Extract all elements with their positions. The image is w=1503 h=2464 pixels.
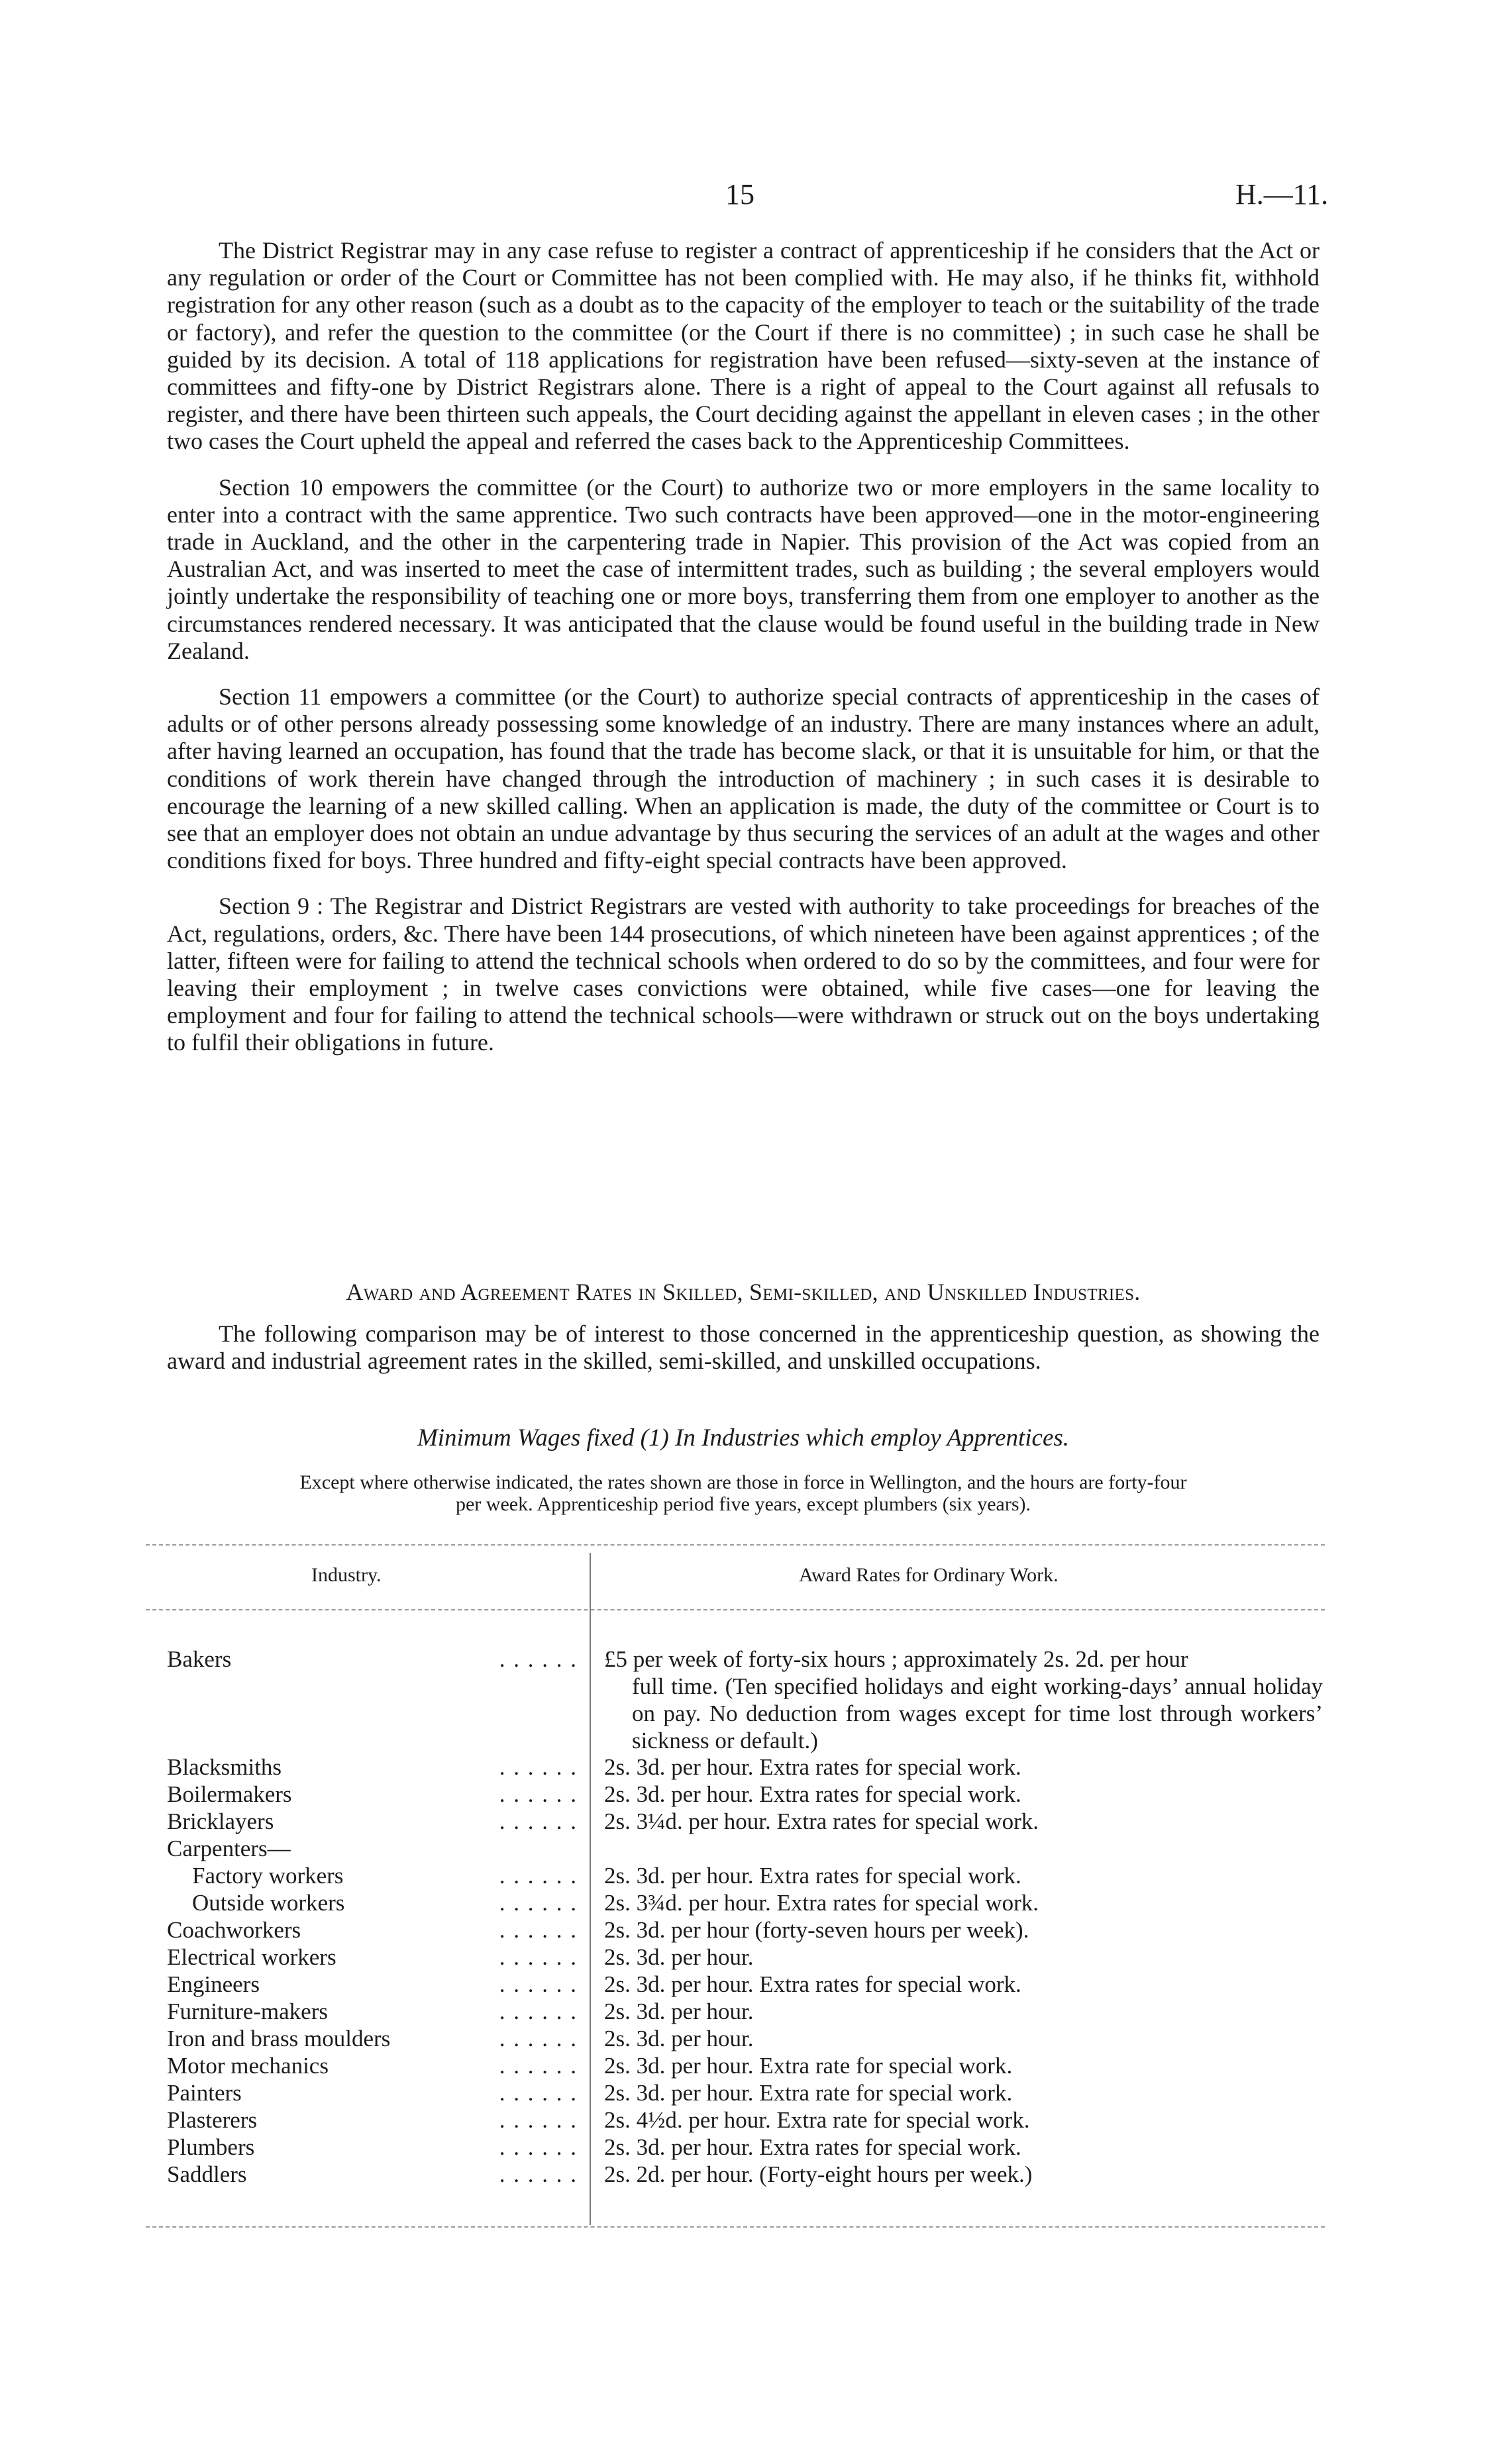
award-rate-text: 2s. 3d. per hour. — [604, 1998, 754, 2024]
dot-leader: . . . . . . — [499, 1917, 578, 1943]
award-rate — [604, 1944, 1323, 1971]
award-rate-continuation: full time. (Ten specified holidays and eight working-days’ annual holiday on pay. No deduction from wages except for time lost through workers’ sickness or default.) — [632, 1673, 1323, 1753]
award-rate-text: 2s. 3d. per hour. — [604, 2026, 754, 2051]
award-rate-text: 2s. 3d. per hour. — [604, 1944, 754, 1970]
dot-leader: . . . . . . — [499, 1646, 578, 1672]
award-rate — [604, 1862, 1323, 1889]
award-rate — [604, 2052, 1323, 2079]
industry-name: Blacksmiths — [167, 1754, 282, 1780]
dot-leader: . . . . . . — [499, 1998, 578, 2024]
award-rate-text: 2s. 3d. per hour. Extra rates for special work. — [604, 2134, 1021, 2160]
dot-leader: . . . . . . — [499, 2161, 578, 2187]
section-heading: Award and Agreement Rates in Skilled, Semi-skilled, and Unskilled Industries. — [346, 1279, 1141, 1305]
industry-name: Factory workers — [192, 1863, 344, 1889]
table-title: Minimum Wages fixed (1) In Industries which employ Apprentices. — [417, 1424, 1070, 1452]
industry-name: Bakers — [167, 1646, 232, 1672]
award-rate — [604, 1889, 1323, 1916]
award-rate-text: 2s. 3¾d. per hour. Extra rates for special work. — [604, 1890, 1039, 1916]
page-number: 15 — [725, 178, 754, 211]
dot-leader: . . . . . . — [499, 1754, 578, 1780]
award-rate — [604, 1916, 1323, 1944]
paragraph-section-10: Section 10 empowers the committee (or the Court) to authorize two or more employers in the same locality to enter into a contract with the same apprentice. Two such contracts have been approved—one in the motor-engineering trade in Auckland, and the other in the carpentering trade in Napier. This provision of the Act was copied from an Australian Act, and was inserted to meet the case of intermittent trades, such as building ; the several employers would jointly undertake the responsibility of teaching one or more boys, transferring them from one employer to another as the circumstances rendered necessary. It was anticipated that the clause would be found useful in the building trade in New Zealand. — [167, 473, 1320, 664]
award-rate — [604, 1998, 1323, 2025]
industry-name: Painters — [167, 2080, 242, 2106]
table-note — [167, 1471, 1320, 1515]
paragraph-section-9: Section 9 : The Registrar and District Registrars are vested with authority to take proceedings for breaches of the Act, regulations, orders, &c. There have been 144 prosecutions, of which nineteen have been against apprentices ; of the latter, fifteen were for failing to attend the technical schools when ordered to do so by the committees, and four were for leaving their employment ; in twelve cases convictions were obtained, while five cases—one for leaving the employment and four for failing to attend the technical schools—were withdrawn or struck out on the boys undertaking to fulfil their obligations in future. — [167, 893, 1320, 1056]
award-rate — [604, 2025, 1323, 2052]
award-rate-text: 2s. 3¼d. per hour. Extra rates for special work. — [604, 1808, 1039, 1834]
dot-leader: . . . . . . — [499, 2080, 578, 2106]
award-rate-text: 2s. 3d. per hour. Extra rate for special work. — [604, 2080, 1013, 2106]
table-note-line-1: Except where otherwise indicated, the rates shown are those in force in Wellington, and the hours are forty-four — [299, 1471, 1187, 1493]
award-rate-text: 2s. 4½d. per hour. Extra rate for special work. — [604, 2107, 1030, 2133]
paragraph-registrar-refusals: The District Registrar may in any case refuse to register a contract of apprenticeship if he considers that the Act or any regulation or order of the Court or Committee has not been complied with. He may also, if he thinks fit, withhold registration for any other reason (such as a doubt as to the capacity of the employer to teach or the suitability of the trade or factory), and refer the question to the committee (or the Court if there is no committee) ; in such case he shall be guided by its decision. A total of 118 applications for registration have been refused—sixty-seven at the instance of committees and fifty-one by District Registrars alone. There is a right of appeal to the Court against all refusals to register, and there have been thirteen such appeals, the Court deciding against the appellant in eleven cases ; in the other two cases the Court upheld the appeal and referred the cases back to the Apprenticeship Committees. — [167, 237, 1320, 455]
award-rate — [604, 1646, 1323, 1754]
award-rate — [604, 1808, 1323, 1835]
dot-leader: . . . . . . — [499, 2107, 578, 2133]
industry-name: Plasterers — [167, 2107, 258, 2133]
column-header-award-rates: Award Rates for Ordinary Work. — [799, 1564, 1059, 1586]
award-rate-text: 2s. 3d. per hour. Extra rates for special work. — [604, 1863, 1021, 1889]
award-rate — [604, 2134, 1323, 2161]
award-rate — [604, 2079, 1323, 2106]
dot-leader: . . . . . . — [499, 2026, 578, 2051]
industry-name: Coachworkers — [167, 1917, 301, 1943]
award-rate — [604, 1753, 1323, 1781]
industry-name: Furniture-makers — [167, 1998, 328, 2024]
award-rate-text: 2s. 3d. per hour. Extra rates for special work. — [604, 1971, 1021, 1997]
industry-name: Motor mechanics — [167, 2053, 329, 2079]
dot-leader: . . . . . . — [499, 2134, 578, 2160]
award-rate-text: 2s. 3d. per hour. Extra rates for special work. — [604, 1781, 1021, 1807]
award-rate — [604, 2106, 1323, 2134]
industry-name: Iron and brass moulders — [167, 2026, 391, 2051]
dot-leader: . . . . . . — [499, 1971, 578, 1997]
award-rate-text: £5 per week of forty-six hours ; approximately 2s. 2d. per hour — [604, 1646, 1188, 1672]
intro-paragraph: The following comparison may be of interest to those concerned in the apprenticeship question, as showing the award and industrial agreement rates in the skilled, semi-skilled, and unskilled occupations. — [167, 1320, 1320, 1374]
award-rate — [604, 1971, 1323, 1998]
award-rate — [604, 2161, 1323, 2188]
paragraph-section-11: Section 11 empowers a committee (or the Court) to authorize special contracts of apprenticeship in the cases of adults or of other persons already possessing some knowledge of an industry. There are many instances where an adult, after having learned an occupation, has found that the trade has become slack, or that it is unsuitable for him, or that the conditions of work therein have changed through the introduction of machinery ; in such cases it is desirable to encourage the learning of a new skilled calling. When an application is made, the duty of the committee or Court is to see that an employer does not obtain an undue advantage by thus securing the services of an adult at the wages and other conditions fixed for boys. Three hundred and fifty-eight special contracts have been approved. — [167, 683, 1320, 874]
table-bottom-rule — [146, 2226, 1325, 2228]
award-rate-text: 2s. 2d. per hour. (Forty-eight hours per week.) — [604, 2161, 1033, 2187]
body-text — [167, 237, 1320, 1075]
table-top-rule — [146, 1544, 1325, 1546]
dot-leader: . . . . . . — [499, 1944, 578, 1970]
column-divider — [590, 1553, 591, 2225]
industry-name: Carpenters— — [167, 1836, 291, 1861]
dot-leader: . . . . . . — [499, 1781, 578, 1807]
column-header-industry: Industry. — [311, 1564, 382, 1586]
table-note-line-2: per week. Apprenticeship period five years, except plumbers (six years). — [455, 1493, 1031, 1515]
industry-name: Bricklayers — [167, 1808, 274, 1834]
document-reference: H.—11. — [1235, 178, 1329, 211]
industry-name: Saddlers — [167, 2161, 247, 2187]
dot-leader: . . . . . . — [499, 1808, 578, 1834]
header-bottom-rule — [146, 1609, 1325, 1610]
award-rate-text: 2s. 3d. per hour. Extra rates for special work. — [604, 1754, 1021, 1780]
dot-leader: . . . . . . — [499, 2053, 578, 2079]
dot-leader: . . . . . . — [499, 1890, 578, 1916]
award-rate — [604, 1781, 1323, 1808]
industry-name: Engineers — [167, 1971, 260, 1997]
industry-name: Electrical workers — [167, 1944, 337, 1970]
industry-name: Boilermakers — [167, 1781, 292, 1807]
dot-leader: . . . . . . — [499, 1863, 578, 1889]
award-rate-text: 2s. 3d. per hour. Extra rate for special work. — [604, 2053, 1013, 2079]
industry-name: Plumbers — [167, 2134, 255, 2160]
industry-name: Outside workers — [192, 1890, 345, 1916]
award-rate-text: 2s. 3d. per hour (forty-seven hours per week). — [604, 1917, 1029, 1943]
